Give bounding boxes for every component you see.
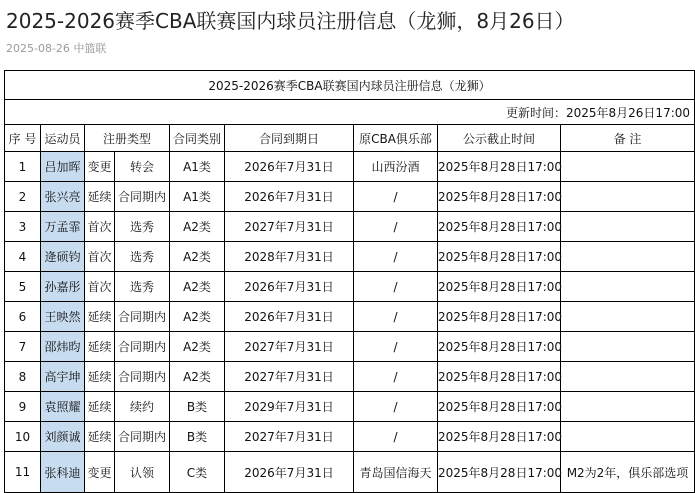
player-name: 邵炜昀 <box>41 332 85 362</box>
header-deadline: 公示截止时间 <box>438 125 561 152</box>
contract-end: 2027年7月31日 <box>225 362 354 392</box>
player-name: 王映然 <box>41 302 85 332</box>
player-name: 逄硕钧 <box>41 242 85 272</box>
publish-date: 2025-08-26 <box>6 42 70 55</box>
reg-type-main: 延续 <box>85 332 115 362</box>
registration-table-image <box>0 70 691 480</box>
table-row <box>5 212 695 242</box>
deadline: 2025年8月28日17:00 <box>438 242 561 272</box>
table-row <box>5 152 695 182</box>
remark <box>561 242 695 272</box>
reg-type-sub: 合同期内 <box>115 302 170 332</box>
contract-type: A2类 <box>170 332 225 362</box>
remark <box>561 152 695 182</box>
row-no: 2 <box>5 182 41 212</box>
row-no: 3 <box>5 212 41 242</box>
player-name: 刘颜诚 <box>41 422 85 452</box>
former-club: / <box>354 302 438 332</box>
contract-type: A1类 <box>170 152 225 182</box>
contract-end: 2029年7月31日 <box>225 392 354 422</box>
former-club: / <box>354 242 438 272</box>
reg-type-sub: 合同期内 <box>115 422 170 452</box>
table-caption: 2025-2026赛季CBA联赛国内球员注册信息（龙狮） <box>5 71 695 100</box>
player-name: 万孟霏 <box>41 212 85 242</box>
deadline: 2025年8月28日17:00 <box>438 152 561 182</box>
remark <box>561 362 695 392</box>
header-former-club: 原CBA俱乐部 <box>354 125 438 152</box>
contract-type: B类 <box>170 392 225 422</box>
deadline: 2025年8月28日17:00 <box>438 362 561 392</box>
remark <box>561 392 695 422</box>
table-row <box>5 452 695 493</box>
former-club: / <box>354 422 438 452</box>
table-row <box>5 422 695 452</box>
contract-end: 2026年7月31日 <box>225 302 354 332</box>
player-name: 高宇坤 <box>41 362 85 392</box>
deadline: 2025年8月28日17:00 <box>438 392 561 422</box>
row-no: 11 <box>5 452 41 493</box>
reg-type-main: 首次 <box>85 212 115 242</box>
update-time: 更新时间：2025年8月26日17:00 <box>5 100 695 125</box>
contract-end: 2027年7月31日 <box>225 212 354 242</box>
reg-type-sub: 合同期内 <box>115 332 170 362</box>
deadline: 2025年8月28日17:00 <box>438 452 561 493</box>
remark <box>561 422 695 452</box>
table-row <box>5 302 695 332</box>
header-reg-type: 注册类型 <box>85 125 170 152</box>
contract-end: 2027年7月31日 <box>225 332 354 362</box>
contract-end: 2026年7月31日 <box>225 152 354 182</box>
contract-type: A2类 <box>170 212 225 242</box>
contract-end: 2026年7月31日 <box>225 182 354 212</box>
row-no: 9 <box>5 392 41 422</box>
registration-table <box>4 70 695 493</box>
reg-type-sub: 续约 <box>115 392 170 422</box>
contract-type: A2类 <box>170 362 225 392</box>
former-club: / <box>354 392 438 422</box>
header-player: 运动员 <box>41 125 85 152</box>
reg-type-main: 延续 <box>85 392 115 422</box>
contract-end: 2026年7月31日 <box>225 272 354 302</box>
former-club: 山西汾酒 <box>354 152 438 182</box>
table-row <box>5 332 695 362</box>
reg-type-sub: 选秀 <box>115 242 170 272</box>
reg-type-main: 延续 <box>85 182 115 212</box>
row-no: 6 <box>5 302 41 332</box>
deadline: 2025年8月28日17:00 <box>438 272 561 302</box>
header-contract-type: 合同类别 <box>170 125 225 152</box>
player-name: 孙嘉彤 <box>41 272 85 302</box>
contract-type: C类 <box>170 452 225 493</box>
reg-type-sub: 转会 <box>115 152 170 182</box>
contract-end: 2026年7月31日 <box>225 452 354 493</box>
deadline: 2025年8月28日17:00 <box>438 302 561 332</box>
deadline: 2025年8月28日17:00 <box>438 182 561 212</box>
reg-type-sub: 认领 <box>115 452 170 493</box>
player-name: 张科迪 <box>41 452 85 493</box>
row-no: 8 <box>5 362 41 392</box>
reg-type-main: 变更 <box>85 452 115 493</box>
player-name: 张兴亮 <box>41 182 85 212</box>
player-name: 袁照耀 <box>41 392 85 422</box>
page-title: 2025-2026赛季CBA联赛国内球员注册信息（龙狮，8月26日） <box>6 9 575 33</box>
row-no: 10 <box>5 422 41 452</box>
former-club: / <box>354 182 438 212</box>
remark: M2为2年，俱乐部选项 <box>561 452 695 493</box>
remark <box>561 332 695 362</box>
contract-type: A2类 <box>170 272 225 302</box>
former-club: 青岛国信海天 <box>354 452 438 493</box>
deadline: 2025年8月28日17:00 <box>438 212 561 242</box>
reg-type-sub: 合同期内 <box>115 362 170 392</box>
remark <box>561 182 695 212</box>
table-row <box>5 272 695 302</box>
row-no: 4 <box>5 242 41 272</box>
contract-end: 2028年7月31日 <box>225 242 354 272</box>
table-row <box>5 242 695 272</box>
table-row <box>5 392 695 422</box>
remark <box>561 212 695 242</box>
contract-type: B类 <box>170 422 225 452</box>
former-club: / <box>354 272 438 302</box>
contract-type: A2类 <box>170 242 225 272</box>
row-no: 7 <box>5 332 41 362</box>
contract-type: A2类 <box>170 302 225 332</box>
reg-type-main: 变更 <box>85 152 115 182</box>
reg-type-sub: 选秀 <box>115 272 170 302</box>
header-no: 序 号 <box>5 125 41 152</box>
table-row <box>5 182 695 212</box>
reg-type-main: 延续 <box>85 302 115 332</box>
header-contract-end: 合同到期日 <box>225 125 354 152</box>
reg-type-sub: 合同期内 <box>115 182 170 212</box>
reg-type-main: 延续 <box>85 422 115 452</box>
remark <box>561 272 695 302</box>
contract-end: 2027年7月31日 <box>225 422 354 452</box>
table-row <box>5 362 695 392</box>
reg-type-main: 首次 <box>85 242 115 272</box>
contract-type: A1类 <box>170 182 225 212</box>
row-no: 1 <box>5 152 41 182</box>
reg-type-sub: 选秀 <box>115 212 170 242</box>
player-name: 吕加晖 <box>41 152 85 182</box>
reg-type-main: 延续 <box>85 362 115 392</box>
header-remark: 备 注 <box>561 125 695 152</box>
remark <box>561 302 695 332</box>
article-source: 中篮联 <box>73 42 107 55</box>
article-meta <box>6 40 106 56</box>
reg-type-main: 首次 <box>85 272 115 302</box>
former-club: / <box>354 212 438 242</box>
deadline: 2025年8月28日17:00 <box>438 422 561 452</box>
deadline: 2025年8月28日17:00 <box>438 332 561 362</box>
former-club: / <box>354 332 438 362</box>
former-club: / <box>354 362 438 392</box>
row-no: 5 <box>5 272 41 302</box>
